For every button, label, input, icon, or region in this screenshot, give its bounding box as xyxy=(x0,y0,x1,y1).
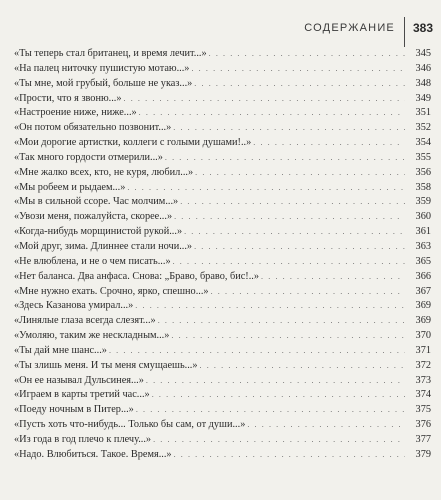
toc-entry xyxy=(14,344,431,359)
toc-entry xyxy=(14,136,431,151)
toc-entry xyxy=(14,418,431,433)
dot-leader xyxy=(124,92,405,107)
dot-leader xyxy=(136,403,405,418)
toc-entry-page: 354 xyxy=(415,137,431,149)
toc-entry-page: 356 xyxy=(415,166,431,178)
page-number: 383 xyxy=(412,21,433,35)
dot-leader xyxy=(247,418,405,433)
toc-entry xyxy=(14,62,431,77)
toc-entry xyxy=(14,448,431,463)
toc-entry-page: 370 xyxy=(415,330,431,342)
toc-entry xyxy=(14,47,431,62)
toc-entry xyxy=(14,181,431,196)
toc-entry xyxy=(14,329,431,344)
toc-entry xyxy=(14,374,431,389)
toc-entry-title: «Нет баланса. Два анфаса. Снова: „Браво, браво, бис!..» xyxy=(14,270,260,282)
toc-entry-title: «Он потом обязательно позвонит...» xyxy=(14,122,172,134)
dot-leader xyxy=(139,106,405,121)
toc-entry xyxy=(14,299,431,314)
toc-entry xyxy=(14,388,431,403)
toc-entry-title: «Ты злишь меня. И ты меня смущаешь...» xyxy=(14,359,198,371)
toc-entry xyxy=(14,121,431,136)
toc-entry-title: «Мы в сильной ссоре. Час молчим...» xyxy=(14,196,179,208)
toc-entry-page: 345 xyxy=(415,48,431,59)
toc-entry xyxy=(14,210,431,225)
toc-entry-title: «Пусть хоть что-нибудь... Только бы сам, от души...» xyxy=(14,419,246,431)
toc-entry-title: «Мне нужно ехать. Срочно, ярко, спешно...» xyxy=(14,285,209,297)
toc-entry xyxy=(14,225,431,240)
toc-entry-page: 377 xyxy=(415,433,431,445)
dot-leader xyxy=(173,121,405,136)
dot-leader xyxy=(158,314,405,329)
toc-entry-page: 351 xyxy=(415,107,431,119)
section-title: СОДЕРЖАНИЕ xyxy=(304,22,395,34)
dot-leader xyxy=(174,210,405,225)
toc-entry-page: 355 xyxy=(415,151,431,163)
toc-entry-page: 358 xyxy=(415,181,431,193)
dot-leader xyxy=(261,270,405,285)
toc-entry-title: «Здесь Казанова умирал...» xyxy=(14,300,134,312)
dot-leader xyxy=(194,240,405,255)
toc-entry-page: 346 xyxy=(415,62,431,74)
toc-entry xyxy=(14,151,431,166)
toc-entry-page: 352 xyxy=(415,122,431,134)
toc-entry-title: «Ты теперь стал британец, и время лечит...» xyxy=(14,48,207,59)
toc-entry-page: 366 xyxy=(415,270,431,282)
toc-entry-page: 376 xyxy=(415,419,431,431)
dot-leader xyxy=(146,374,405,389)
table-of-contents xyxy=(14,47,431,463)
dot-leader xyxy=(191,62,405,77)
dot-leader xyxy=(211,285,405,300)
toc-entry-title: «Поеду ночным в Питер...» xyxy=(14,404,134,416)
toc-entry xyxy=(14,433,431,448)
toc-entry xyxy=(14,166,431,181)
toc-entry-page: 359 xyxy=(415,196,431,208)
toc-entry xyxy=(14,285,431,300)
toc-entry-title: «Не влюблена, и не о чем писать...» xyxy=(14,255,171,267)
toc-entry-page: 375 xyxy=(415,404,431,416)
toc-entry xyxy=(14,270,431,285)
toc-entry xyxy=(14,403,431,418)
toc-entry xyxy=(14,106,431,121)
toc-entry-title: «Он ее называл Дульсинея...» xyxy=(14,374,144,386)
toc-entry xyxy=(14,255,431,270)
toc-entry-title: «Мы робеем и рыдаем...» xyxy=(14,181,126,193)
toc-entry-page: 379 xyxy=(415,448,431,460)
toc-entry-page: 360 xyxy=(415,211,431,223)
toc-entry-title: «Настроение ниже, ниже...» xyxy=(14,107,137,119)
toc-entry-page: 371 xyxy=(415,344,431,356)
toc-entry-page: 374 xyxy=(415,389,431,401)
dot-leader xyxy=(127,181,405,196)
toc-entry-page: 348 xyxy=(415,77,431,89)
dot-leader xyxy=(165,151,405,166)
toc-entry-page: 373 xyxy=(415,374,431,386)
toc-entry-title: «Линялые глаза всегда слезят...» xyxy=(14,315,156,327)
toc-entry xyxy=(14,240,431,255)
toc-entry-title: «Играем в карты третий час...» xyxy=(14,389,150,401)
toc-entry-page: 349 xyxy=(415,92,431,104)
dot-leader xyxy=(180,195,405,210)
toc-entry-page: 369 xyxy=(415,300,431,312)
toc-entry-title: «Из года в год плечо к плечу...» xyxy=(14,433,152,445)
dot-leader xyxy=(135,299,405,314)
dot-leader xyxy=(174,448,405,463)
toc-entry-title: «Мой друг, зима. Длиннее стали ночи...» xyxy=(14,240,193,252)
toc-entry-page: 363 xyxy=(415,240,431,252)
toc-entry-page: 369 xyxy=(415,315,431,327)
toc-entry-title: «Умоляю, таким же нескладным...» xyxy=(14,330,170,342)
dot-leader xyxy=(209,47,405,62)
toc-entry-title: «Когда-нибудь морщинистой рукой...» xyxy=(14,226,183,238)
running-header xyxy=(304,8,433,48)
toc-entry-title: «Ты мне, мой грубый, больше не указ...» xyxy=(14,77,193,89)
dot-leader xyxy=(184,225,405,240)
toc-entry xyxy=(14,77,431,92)
toc-entry-title: «Прости, что я звоню...» xyxy=(14,92,122,104)
toc-entry-page: 372 xyxy=(415,359,431,371)
toc-entry-page: 361 xyxy=(415,226,431,238)
toc-entry-title: «Мне жалко всех, кто, не куря, любил...» xyxy=(14,166,194,178)
toc-entry-page: 365 xyxy=(415,255,431,267)
toc-entry xyxy=(14,195,431,210)
dot-leader xyxy=(109,344,405,359)
dot-leader xyxy=(153,433,405,448)
dot-leader xyxy=(195,166,405,181)
toc-entry-title: «Увози меня, пожалуйста, скорее...» xyxy=(14,211,173,223)
toc-entry-title: «Мои дорогие артистки, коллеги с голыми душами!..» xyxy=(14,137,252,149)
dot-leader xyxy=(194,77,405,92)
dot-leader xyxy=(173,255,405,270)
dot-leader xyxy=(171,329,405,344)
toc-entry xyxy=(14,359,431,374)
toc-entry-page: 367 xyxy=(415,285,431,297)
toc-entry-title: «Надо. Влюбиться. Такое. Время...» xyxy=(14,448,172,460)
dot-leader xyxy=(152,388,405,403)
toc-entry-title: «Так много гордости отмерили...» xyxy=(14,151,163,163)
toc-entry xyxy=(14,314,431,329)
toc-entry-title: «Ты дай мне шанс...» xyxy=(14,344,107,356)
toc-entry-title: «На палец ниточку пушистую мотаю...» xyxy=(14,62,190,74)
toc-entry xyxy=(14,92,431,107)
dot-leader xyxy=(200,359,405,374)
dot-leader xyxy=(253,136,405,151)
